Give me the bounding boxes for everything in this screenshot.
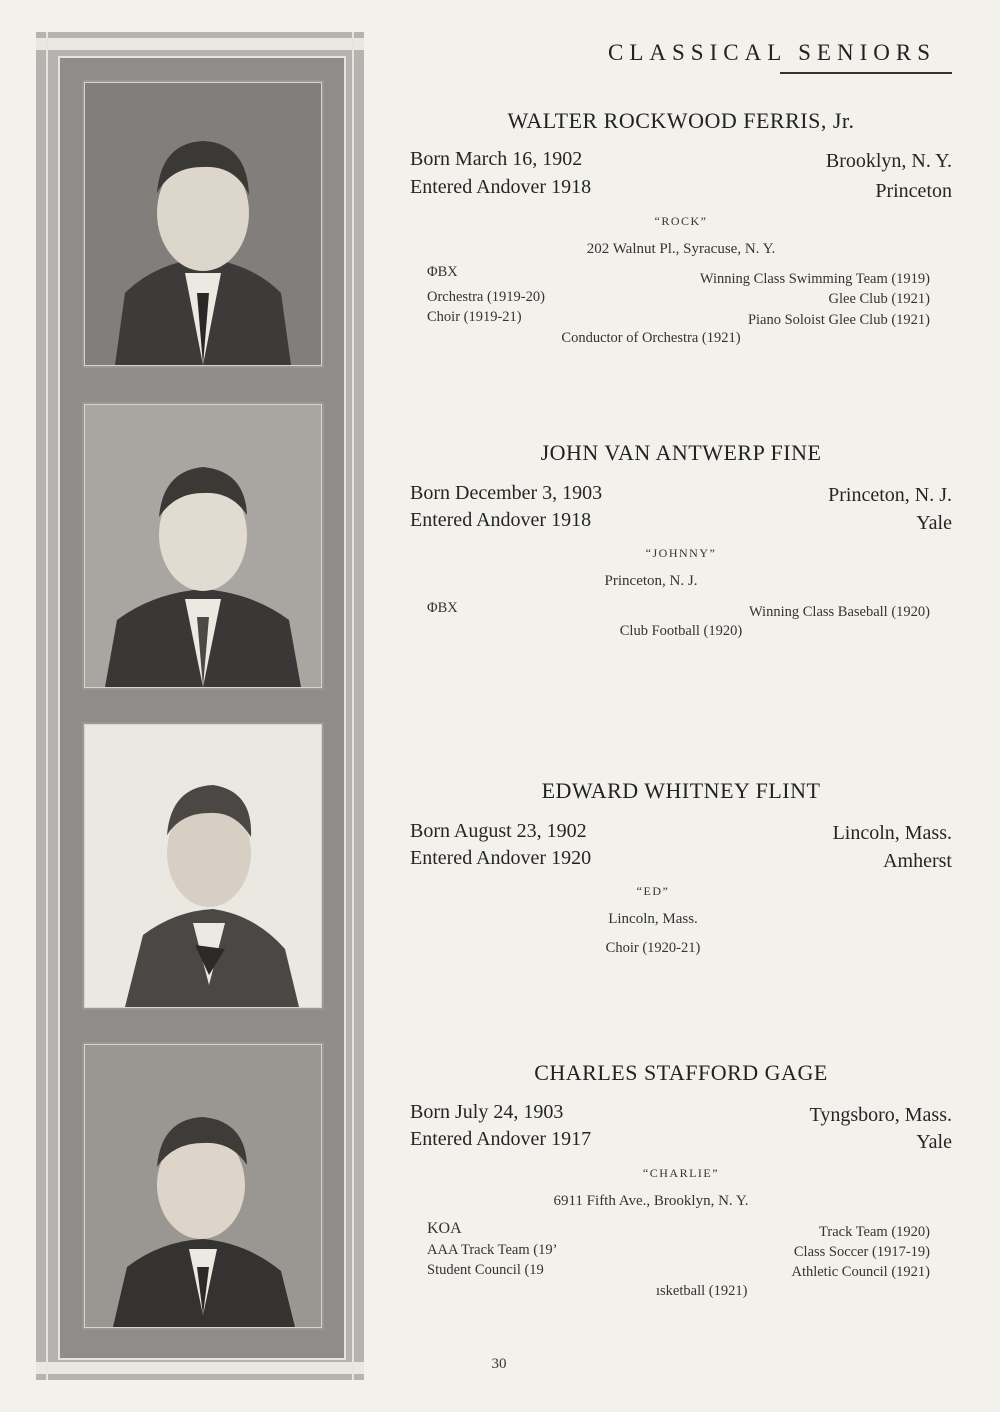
senior-name: JOHN VAN ANTWERP FINE <box>540 440 822 465</box>
college: Amherst <box>883 850 952 872</box>
page-number: 30 <box>491 1356 507 1372</box>
activity: AAA Track Team (19’ <box>427 1242 558 1258</box>
entered-year: Entered Andover 1918 <box>410 176 592 198</box>
header-underline <box>780 72 952 74</box>
entered-year: Entered Andover 1920 <box>410 847 592 869</box>
activity: Club Football (1920) <box>619 623 743 639</box>
hometown: Tyngsboro, Mass. <box>809 1104 952 1126</box>
college: Princeton <box>875 180 952 202</box>
activity: Orchestra (1919-20) <box>427 289 545 305</box>
college: Yale <box>916 1131 952 1153</box>
birth-date: Born July 24, 1903 <box>410 1101 564 1123</box>
senior-name: WALTER ROCKWOOD FERRIS, Jr. <box>507 108 855 133</box>
address: Lincoln, Mass. <box>608 911 698 927</box>
photo-strip <box>36 32 364 1380</box>
college: Yale <box>916 512 952 534</box>
portrait-photo-icon <box>84 1044 322 1328</box>
activity: Choir (1919-21) <box>427 309 522 325</box>
portrait-photo-icon <box>84 82 322 366</box>
hometown: Brooklyn, N. Y. <box>825 150 952 172</box>
senior-name: CHARLES STAFFORD GAGE <box>534 1060 828 1085</box>
activity: ΦBX <box>427 600 458 616</box>
nickname: “ROCK” <box>654 214 708 228</box>
address: 202 Walnut Pl., Syracuse, N. Y. <box>586 241 776 257</box>
birth-date: Born March 16, 1902 <box>410 148 583 170</box>
activity: Winning Class Swimming Team (1919) <box>699 271 930 287</box>
senior-name: EDWARD WHITNEY FLINT <box>541 778 821 803</box>
page-header: CLASSICAL SENIORS <box>608 40 936 65</box>
portrait-photo-icon <box>84 724 322 1008</box>
address: Princeton, N. J. <box>604 573 698 589</box>
strip-border-top <box>36 38 364 50</box>
activity: Winning Class Baseball (1920) <box>748 604 930 620</box>
hometown: Princeton, N. J. <box>828 484 952 506</box>
nickname: “CHARLIE” <box>642 1166 720 1180</box>
birth-date: Born December 3, 1903 <box>410 482 603 504</box>
activity: Track Team (1920) <box>819 1224 930 1240</box>
activity: Conductor of Orchestra (1921) <box>561 330 741 346</box>
address: 6911 Fifth Ave., Brooklyn, N. Y. <box>553 1193 749 1209</box>
activity: KOA <box>427 1220 462 1237</box>
strip-rule-right <box>352 32 354 1380</box>
entered-year: Entered Andover 1917 <box>410 1128 592 1150</box>
activity: Glee Club (1921) <box>828 291 930 307</box>
nickname: “ED” <box>636 884 670 898</box>
hometown: Lincoln, Mass. <box>832 822 952 844</box>
activity: Student Council (19 <box>427 1262 544 1278</box>
activity: Athletic Council (1921) <box>791 1264 930 1280</box>
birth-date: Born August 23, 1902 <box>410 820 587 842</box>
activity: Choir (1920-21) <box>605 940 701 956</box>
activity: Piano Soloist Glee Club (1921) <box>747 312 930 328</box>
entered-year: Entered Andover 1918 <box>410 509 592 531</box>
activity: Class Soccer (1917-19) <box>793 1244 930 1260</box>
activity: ısketball (1921) <box>656 1283 748 1299</box>
nickname: “JOHNNY” <box>645 546 717 560</box>
strip-border-bottom <box>36 1362 364 1374</box>
strip-rule-left <box>46 32 48 1380</box>
activity: ΦBX <box>427 264 458 280</box>
portrait-photo-icon <box>84 404 322 688</box>
